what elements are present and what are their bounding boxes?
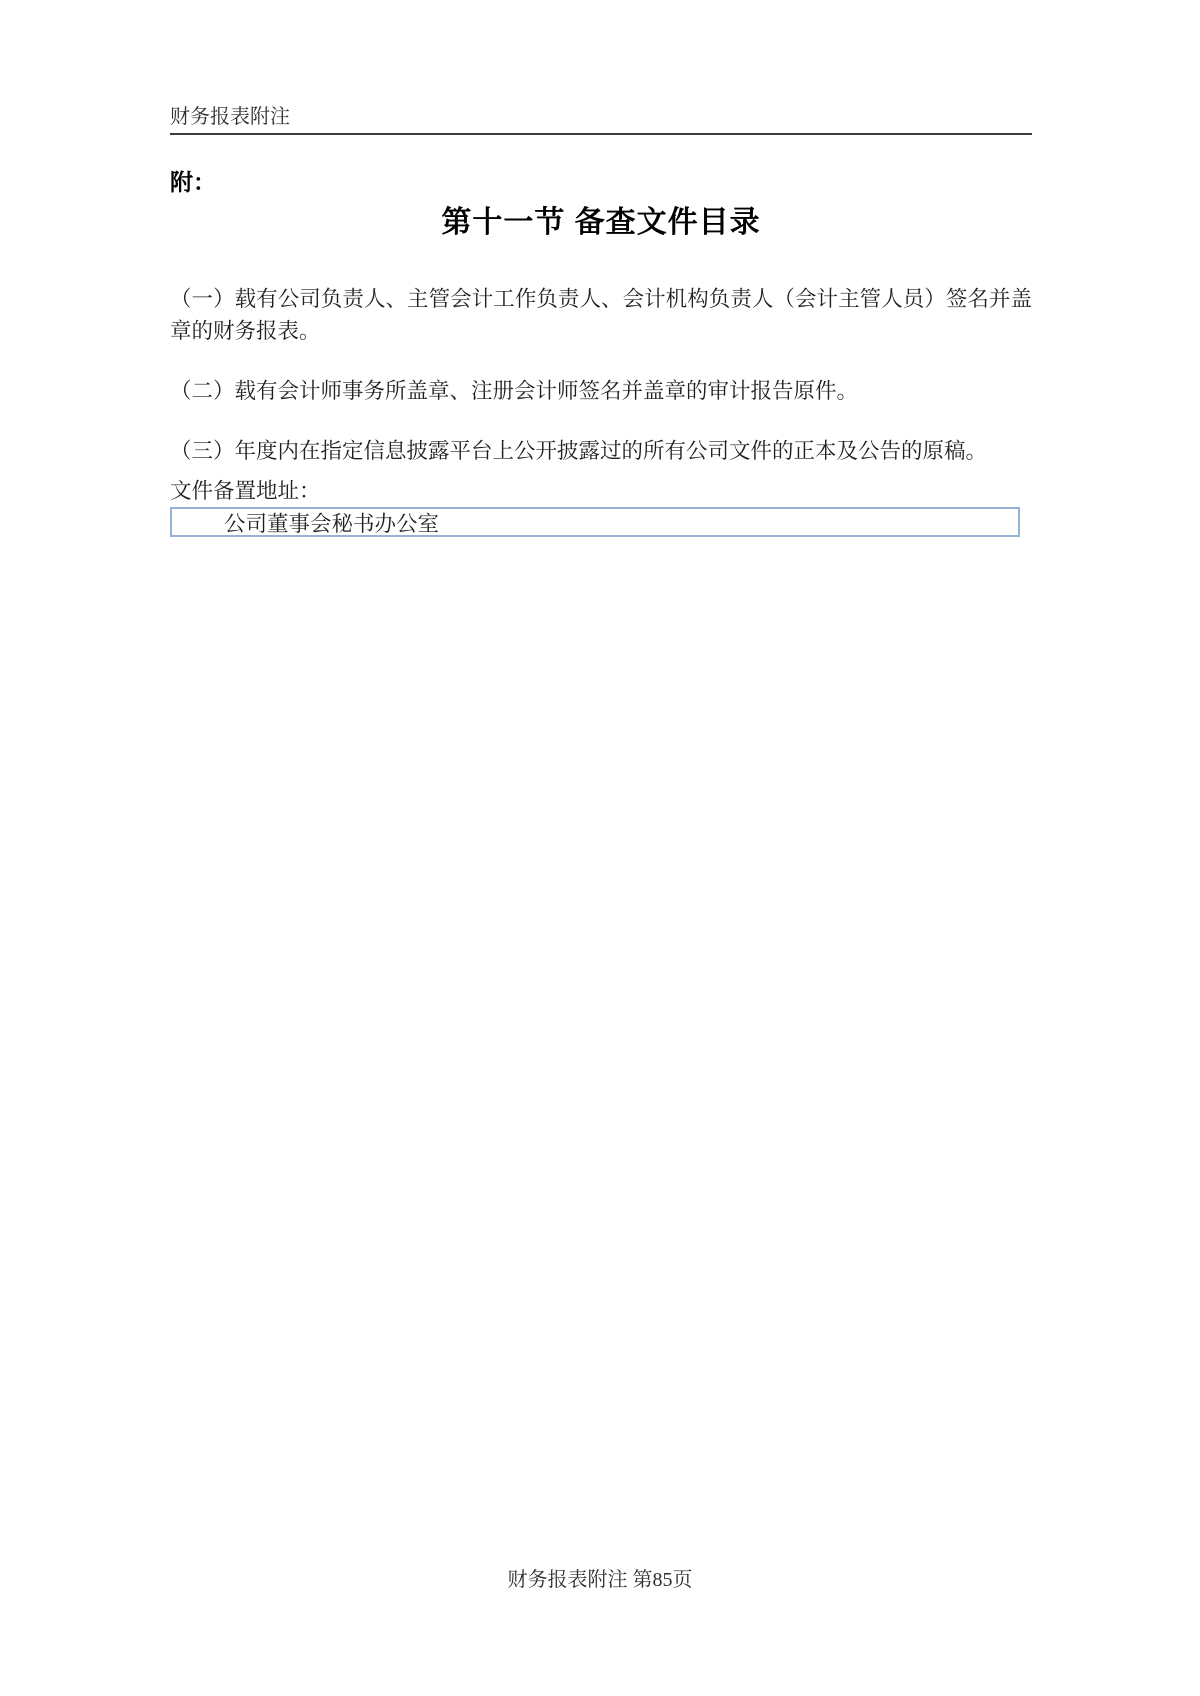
section-title: 第十一节 备查文件目录 [441,206,761,239]
paragraph-item: （三）年度内在指定信息披露平台上公开披露过的所有公司文件的正本及公告的原稿。 [170,439,988,463]
paragraph-item: （二）载有会计师事务所盖章、注册会计师签名并盖章的审计报告原件。 [170,379,859,403]
paragraph-item: （一）载有公司负责人、主管会计工作负责人、会计机构负责人（会计主管人员）签名并盖章的财务报表。 [170,287,1032,343]
storage-address-label: 文件备置地址： [170,479,321,503]
page-footer-text: 财务报表附注 第85页 [507,1569,693,1591]
storage-address-box [170,507,1020,537]
running-header [170,104,1032,135]
attachment-label: 附： [170,169,216,195]
page-footer [0,1566,1200,1594]
running-header-text: 财务报表附注 [170,106,290,128]
storage-address-value: 公司董事会秘书办公室 [224,511,440,536]
page-content [170,0,1032,537]
